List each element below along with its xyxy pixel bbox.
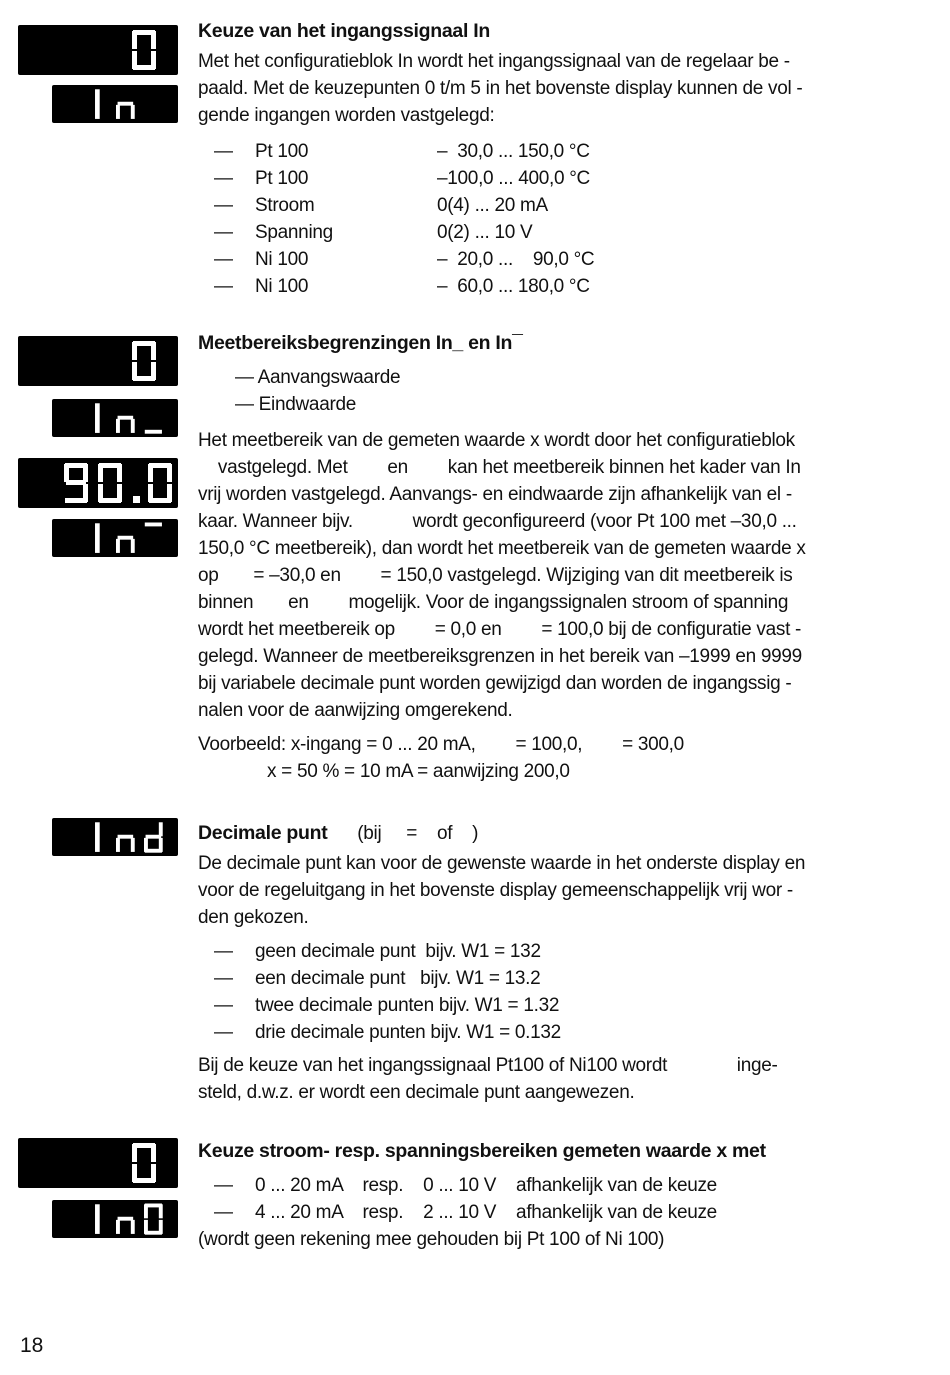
list-text: een decimale punt bijv. W1 = 13.2 <box>255 968 541 989</box>
sub-item: — Aanvangswaarde <box>235 367 401 388</box>
list-text: twee decimale punten bijv. W1 = 1.32 <box>255 995 560 1016</box>
body-line: vrij worden vastgelegd. Aanvangs- en eindwaarde zijn afhankelijk van el - <box>198 484 792 505</box>
section3-heading <box>198 820 478 847</box>
section4-heading: Keuze stroom- resp. spanningsbereiken gemeten waarde x met <box>198 1140 766 1162</box>
list-dash: — <box>214 249 233 270</box>
list-dash: — <box>214 968 233 989</box>
seven-segment-display-in-underscore <box>52 399 178 437</box>
list-dash: — <box>214 168 233 189</box>
list-value: 0(2) ... 10 V <box>437 222 533 243</box>
body-line: Het meetbereik van de gemeten waarde x wordt door het configuratieblok <box>198 430 795 451</box>
list-dash: — <box>214 276 233 297</box>
sub-item: — Eindwaarde <box>235 394 357 415</box>
section2-example <box>198 731 684 785</box>
list-label: Ni 100 <box>255 249 309 270</box>
body-line: voor de regeluitgang in het bovenste display gemeenschappelijk vrij wor - <box>198 880 793 901</box>
body-line: nalen voor de aanwijzing omgerekend. <box>198 700 513 721</box>
seven-segment-display-in0 <box>52 1200 178 1238</box>
list-text: geen decimale punt bijv. W1 = 132 <box>255 941 541 962</box>
section3-heading-bold: Decimale punt <box>198 822 328 844</box>
body-line: kaar. Wanneer bijv. wordt geconfigureerd (voor Pt 100 met –30,0 ... <box>198 511 797 532</box>
body-line: (wordt geen rekening mee gehouden bij Pt 100 of Ni 100) <box>198 1229 665 1250</box>
body-line: den gekozen. <box>198 907 309 928</box>
seven-segment-display-in <box>52 85 178 123</box>
page-number: 18 <box>20 1334 44 1357</box>
list-text: drie decimale punten bijv. W1 = 0.132 <box>255 1022 561 1043</box>
body-line: binnen en mogelijk. Voor de ingangssignalen stroom of spanning <box>198 592 789 613</box>
list-value: – 60,0 ... 180,0 °C <box>437 276 590 297</box>
section3-closing <box>198 1052 778 1106</box>
list-value: –100,0 ... 400,0 °C <box>437 168 590 189</box>
seven-segment-display-0-3 <box>18 1138 178 1188</box>
list-value: – 30,0 ... 150,0 °C <box>437 141 590 162</box>
body-line: 150,0 °C meetbereik), dan wordt het meetbereik van de gemeten waarde x <box>198 538 806 559</box>
body-line: gende ingangen worden vastgelegd: <box>198 105 495 126</box>
section2-sublist <box>198 364 400 418</box>
list-text: 0 ... 20 mA resp. 0 ... 10 V afhankelijk van de keuze <box>255 1175 717 1196</box>
list-dash: — <box>214 941 233 962</box>
list-label: Ni 100 <box>255 276 309 297</box>
section1-heading: Keuze van het ingangssignaal In <box>198 20 490 42</box>
list-dash: — <box>214 141 233 162</box>
body-line: vastgelegd. Met en kan het meetbereik binnen het kader van In <box>198 457 801 478</box>
list-dash: — <box>214 1022 233 1043</box>
body-line: steld, d.w.z. er wordt een decimale punt aangewezen. <box>198 1082 635 1103</box>
list-dash: — <box>214 995 233 1016</box>
list-dash: — <box>214 222 233 243</box>
section1-body <box>198 48 802 129</box>
list-dash: — <box>214 1175 233 1196</box>
section2-body <box>198 427 806 724</box>
list-label: Pt 100 <box>255 168 309 189</box>
seven-segment-display-0 <box>18 25 178 75</box>
list-label: Stroom <box>255 195 315 216</box>
seven-segment-display-ind <box>52 818 178 856</box>
body-line: wordt het meetbereik op = 0,0 en = 100,0 bij de configuratie vast - <box>198 619 802 640</box>
body-line: Met het configuratieblok In wordt het ingangssignaal van de regelaar be - <box>198 51 790 72</box>
section3-heading-rest: (bij = of ) <box>327 823 479 844</box>
section2-heading: Meetbereiksbegrenzingen In_ en In¯ <box>198 332 523 354</box>
list-label: Spanning <box>255 222 333 243</box>
body-line: op = –30,0 en = 150,0 vastgelegd. Wijziging van dit meetbereik is <box>198 565 793 586</box>
list-value: – 20,0 ... 90,0 °C <box>437 249 595 270</box>
seven-segment-display-0-2 <box>18 336 178 386</box>
list-value: 0(4) ... 20 mA <box>437 195 548 216</box>
body-line: De decimale punt kan voor de gewenste waarde in het onderste display en <box>198 853 806 874</box>
seven-segment-display-in-overline <box>52 519 178 557</box>
body-line: gelegd. Wanneer de meetbereiksgrenzen in het bereik van –1999 en 9999 <box>198 646 802 667</box>
example-line: x = 50 % = 10 mA = aanwijzing 200,0 <box>267 761 570 782</box>
section3-body <box>198 850 805 931</box>
section4-closing <box>198 1226 664 1253</box>
body-line: bij variabele decimale punt worden gewijzigd dan worden de ingangssig - <box>198 673 792 694</box>
seven-segment-display-90-0 <box>18 458 178 508</box>
list-dash: — <box>214 1202 233 1223</box>
list-text: 4 ... 20 mA resp. 2 ... 10 V afhankelijk van de keuze <box>255 1202 717 1223</box>
list-label: Pt 100 <box>255 141 309 162</box>
example-line: Voorbeeld: x-ingang = 0 ... 20 mA, = 100,0, = 300,0 <box>198 734 684 755</box>
list-dash: — <box>214 195 233 216</box>
body-line: paald. Met de keuzepunten 0 t/m 5 in het bovenste display kunnen de vol - <box>198 78 803 99</box>
body-line: Bij de keuze van het ingangssignaal Pt100 of Ni100 wordt inge- <box>198 1055 778 1076</box>
